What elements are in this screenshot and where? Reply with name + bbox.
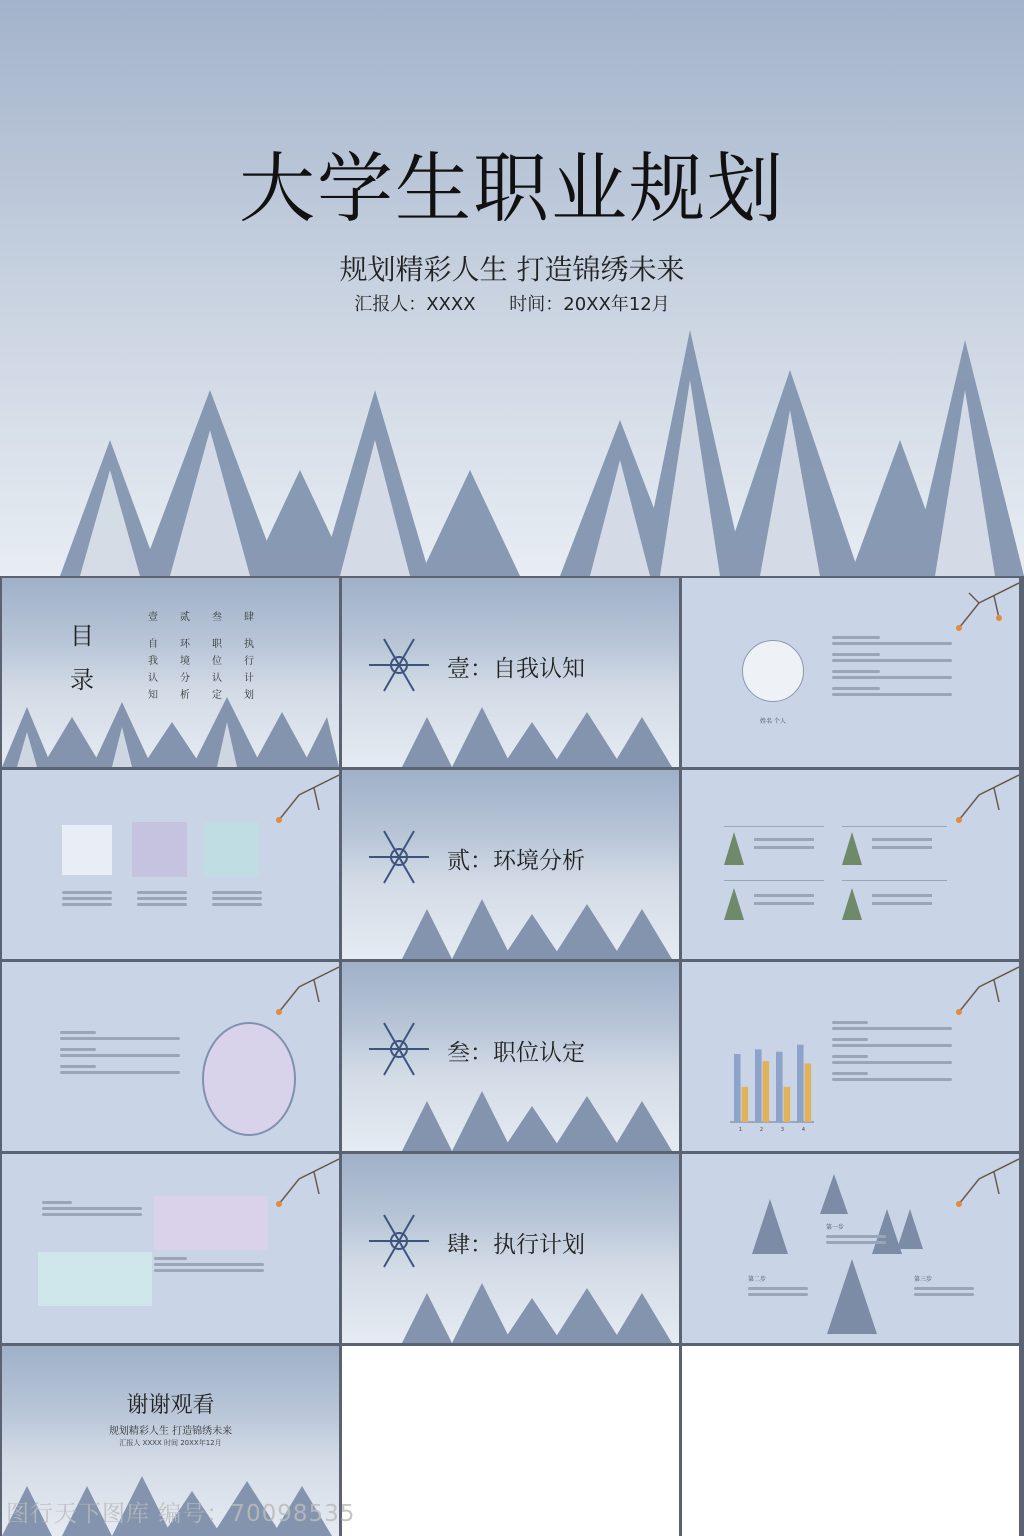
toc-char: 析 xyxy=(180,690,190,701)
slide-chart[interactable] xyxy=(682,962,1019,1151)
cover-reporter: 汇报人：XXXX xyxy=(354,294,476,315)
text-lines xyxy=(42,1198,142,1219)
chart-bar xyxy=(797,1045,804,1122)
toc-char: 认 xyxy=(148,673,158,684)
x-tick-label: 2 xyxy=(759,1127,764,1132)
slide-section-1[interactable] xyxy=(342,578,679,767)
toc-num: 贰 xyxy=(180,612,190,623)
toc-num: 壹 xyxy=(148,612,158,623)
toc-char: 位 xyxy=(212,656,222,667)
toc-char: 分 xyxy=(180,673,190,684)
snowflake-icon xyxy=(364,1206,434,1276)
toc-char: 境 xyxy=(180,656,190,667)
winter-image xyxy=(38,1252,152,1306)
toc-char: 职 xyxy=(212,639,222,650)
step-heading-right: 第三步 xyxy=(914,1276,933,1283)
tree-line xyxy=(342,899,679,959)
snowman-image xyxy=(742,640,804,702)
cover-meta xyxy=(0,290,1024,316)
slide-thumbnail-grid xyxy=(0,576,1024,1536)
slide-toc[interactable] xyxy=(2,578,339,767)
toc-char: 自 xyxy=(148,639,158,650)
empty-cell xyxy=(682,1346,1019,1536)
text-lines xyxy=(914,1284,974,1299)
winter-image xyxy=(132,822,187,877)
slide-position-images[interactable] xyxy=(2,1154,339,1343)
tree-line xyxy=(342,1283,679,1343)
thanks-title: 谢谢观看 xyxy=(126,1393,215,1418)
toc-num: 叁 xyxy=(212,612,222,623)
chart-bar xyxy=(784,1087,791,1122)
branch-icon xyxy=(939,962,1019,1022)
tree-line xyxy=(342,707,679,767)
winter-image xyxy=(154,1196,268,1250)
x-tick-label: 3 xyxy=(780,1127,785,1132)
step-heading: 第一步 xyxy=(826,1224,845,1231)
x-tick-label: 4 xyxy=(801,1127,806,1132)
slide-images-three[interactable] xyxy=(2,770,339,959)
branch-icon xyxy=(939,578,1019,638)
cover-background xyxy=(0,0,1024,576)
text-lines xyxy=(832,633,952,699)
slide-exec-steps[interactable] xyxy=(682,1154,1019,1343)
snowflake-icon xyxy=(364,1014,434,1084)
toc-char: 执 xyxy=(244,639,254,650)
slide-section-4[interactable] xyxy=(342,1154,679,1343)
x-tick-label: 1 xyxy=(738,1127,743,1132)
branch-icon xyxy=(259,770,339,830)
text-lines xyxy=(826,1232,886,1247)
slide-section-3[interactable] xyxy=(342,962,679,1151)
branch-icon xyxy=(259,962,339,1022)
cover-subtitle: 规划精彩人生 打造锦绣未来 xyxy=(339,253,685,286)
text-lines xyxy=(60,1028,180,1077)
toc-num: 肆 xyxy=(244,612,254,623)
cover-slide xyxy=(0,0,1024,576)
toc-char: 行 xyxy=(244,656,254,667)
bar-chart xyxy=(724,1032,814,1132)
toc-char: 认 xyxy=(212,673,222,684)
chart-bar xyxy=(742,1087,749,1122)
toc-label-1: 目 xyxy=(70,622,94,650)
slide-self-intro[interactable] xyxy=(682,578,1019,767)
text-lines xyxy=(154,1254,264,1275)
watermark: 图行天下图库 编号：70098535 xyxy=(6,1501,356,1527)
toc-col-1 xyxy=(148,608,158,701)
self-caption: 姓名 个人 xyxy=(760,718,786,725)
thanks-meta: 汇报人 XXXX 时间 20XX年12月 xyxy=(119,1439,222,1447)
tree-line xyxy=(2,697,339,767)
section-title: 叁：职位认定 xyxy=(447,1040,585,1066)
oval-image xyxy=(202,1022,296,1136)
toc-columns xyxy=(148,608,254,701)
toc-char: 划 xyxy=(244,690,254,701)
chart-bar xyxy=(776,1052,783,1122)
slide-env-grid[interactable] xyxy=(682,770,1019,959)
toc-char: 计 xyxy=(244,673,254,684)
cover-title: 大学生职业规划 xyxy=(239,144,785,233)
text-lines xyxy=(62,888,262,909)
env-grid-art xyxy=(682,770,1019,959)
chart-bar xyxy=(755,1049,762,1122)
branch-icon xyxy=(259,1154,339,1214)
slide-section-2[interactable] xyxy=(342,770,679,959)
cover-time: 时间：20XX年12月 xyxy=(509,294,670,315)
slide-position-intro[interactable] xyxy=(2,962,339,1151)
toc-char: 我 xyxy=(148,656,158,667)
step-heading-left: 第二步 xyxy=(748,1276,767,1283)
toc-char: 知 xyxy=(148,690,158,701)
chart-bar xyxy=(763,1061,770,1122)
winter-image xyxy=(204,822,259,877)
snowflake-icon xyxy=(364,822,434,892)
toc-col-2 xyxy=(180,608,190,701)
toc-label-2: 录 xyxy=(70,666,94,694)
chart-bar xyxy=(734,1054,741,1122)
tree-line xyxy=(342,1091,679,1151)
toc-char: 定 xyxy=(212,690,222,701)
toc-col-4 xyxy=(244,608,254,701)
chart-bar xyxy=(805,1063,812,1122)
empty-cell xyxy=(342,1346,679,1536)
text-lines xyxy=(748,1284,808,1299)
exec-trees-art xyxy=(682,1154,1019,1343)
winter-image xyxy=(62,825,112,875)
snowflake-icon xyxy=(364,630,434,700)
toc-char: 环 xyxy=(180,639,190,650)
text-lines xyxy=(832,1018,952,1084)
toc-col-3 xyxy=(212,608,222,701)
thanks-subtitle: 规划精彩人生 打造锦绣未来 xyxy=(108,1426,233,1437)
section-title: 贰：环境分析 xyxy=(447,848,585,874)
section-title: 肆：执行计划 xyxy=(447,1232,585,1258)
section-title: 壹：自我认知 xyxy=(447,656,585,682)
